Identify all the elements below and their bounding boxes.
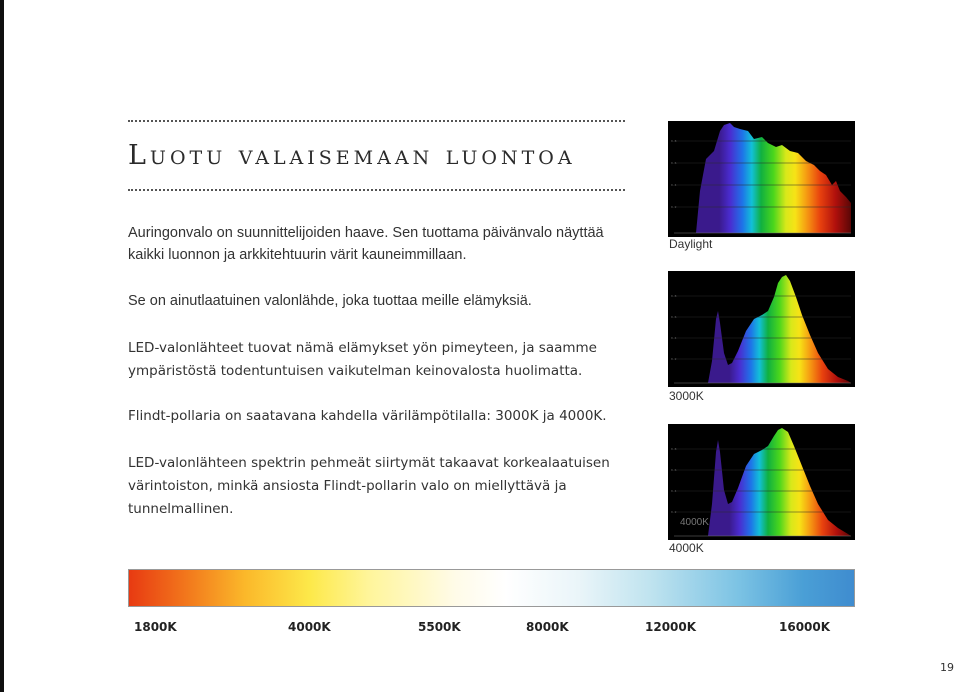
- svg-text:0.2: 0.2: [671, 510, 677, 514]
- svg-text:0.4: 0.4: [671, 183, 677, 187]
- svg-text:0.8: 0.8: [671, 139, 677, 143]
- paragraph-availability: Flindt-pollaria on saatavana kahdella värilämpötilalla: 3000K ja 4000K.: [128, 408, 607, 424]
- svg-text:0.8: 0.8: [671, 294, 677, 298]
- svg-text:0.6: 0.6: [671, 161, 677, 165]
- page-edge-strip: [0, 0, 4, 692]
- paragraph-unique-source: Se on ainutlaatuinen valonlähde, joka tuottaa meille elämyksiä.: [128, 293, 532, 309]
- paragraph-color-rendering: LED-valonlähteen spektrin pehmeät siirtymät takaavat korkealaatuisen värintoiston, minkä ansiosta Flindt-pollarin valo on miellyttävä ja tunnelmallinen.: [128, 455, 610, 517]
- color-temperature-gradient-bar: [128, 569, 855, 607]
- svg-text:0.6: 0.6: [671, 315, 677, 319]
- svg-text:0.2: 0.2: [671, 205, 677, 209]
- page-number: 19: [940, 661, 954, 674]
- svg-text:0.2: 0.2: [671, 357, 677, 361]
- kelvin-label-8000: 8000K: [526, 620, 569, 634]
- svg-text:0.4: 0.4: [671, 489, 677, 493]
- paragraph-led-experience: LED-valonlähteet tuovat nämä elämykset yön pimeyteen, ja saamme ympäristöstä todentuntuisen vaikutelman keinovalosta huolimatta.: [128, 340, 597, 379]
- spectrum-daylight-caption: Daylight: [669, 237, 713, 251]
- paragraph-sunlight: Auringonvalo on suunnittelijoiden haave. Sen tuottama päivänvalo näyttää kaikki luonnon ja arkkitehtuurin värit kauneimmillaan.: [128, 225, 604, 263]
- kelvin-label-12000: 12000K: [645, 620, 697, 634]
- svg-text:0.4: 0.4: [671, 336, 677, 340]
- spectrum-4000k-caption: 4000K: [669, 541, 704, 555]
- title-top-divider: [128, 120, 625, 122]
- kelvin-label-4000: 4000K: [288, 620, 331, 634]
- svg-text:0.6: 0.6: [671, 468, 677, 472]
- kelvin-label-16000: 16000K: [779, 620, 831, 634]
- page-title: Luotu valaisemaan luontoa: [128, 140, 576, 171]
- kelvin-label-5500: 5500K: [418, 620, 461, 634]
- kelvin-label-1800: 1800K: [134, 620, 177, 634]
- spectrum-3000k-caption: 3000K: [669, 389, 704, 403]
- svg-text:0.8: 0.8: [671, 447, 677, 451]
- title-bottom-divider: [128, 189, 625, 191]
- spectrum-4000k-ghost-label: 4000K: [680, 517, 709, 528]
- spectrum-daylight: [668, 121, 855, 237]
- spectrum-3000k: [668, 271, 855, 387]
